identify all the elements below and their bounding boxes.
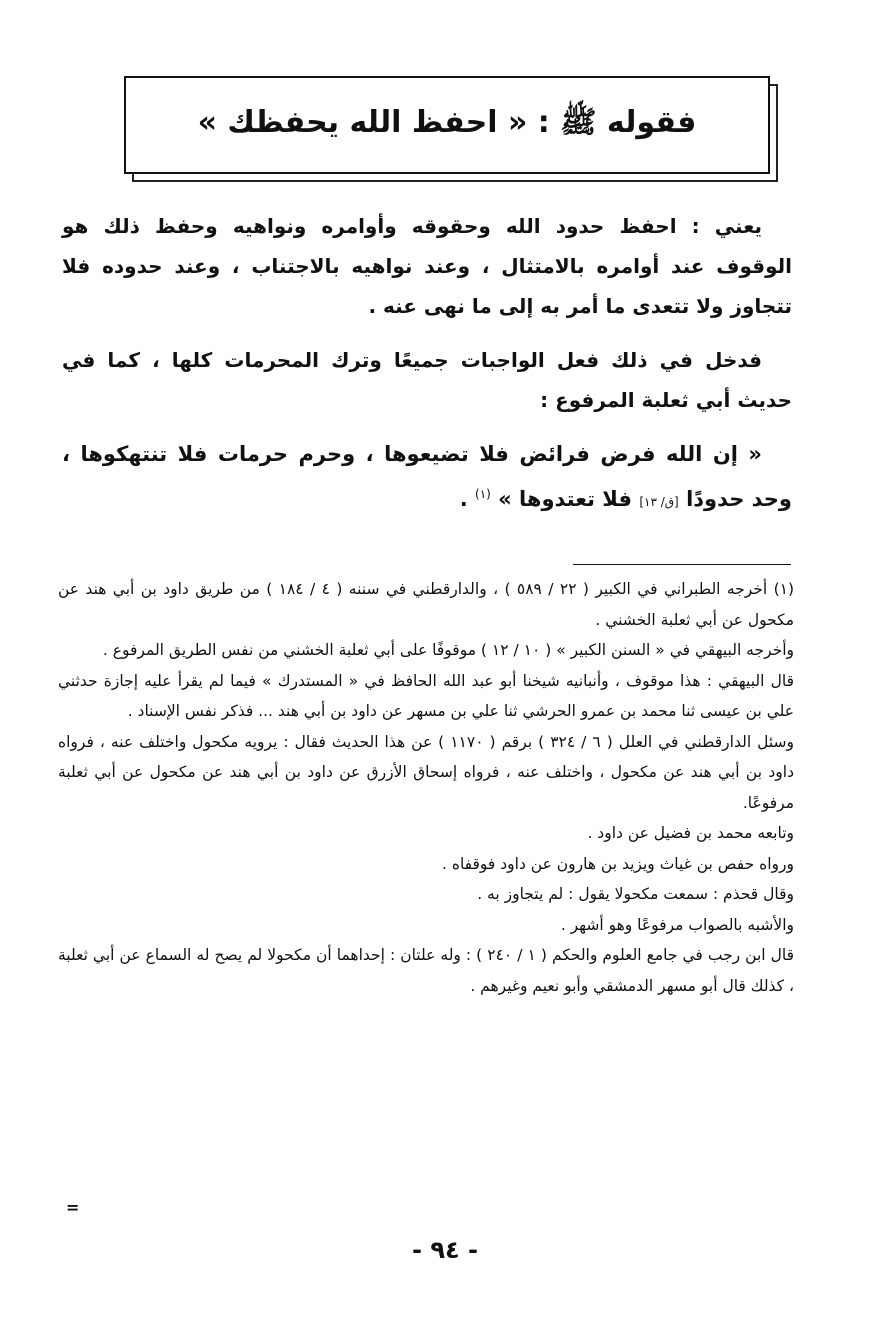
- manuscript-page-ref: [ق/ ١٣]: [639, 495, 679, 509]
- page-number: - ٩٤ -: [412, 1236, 478, 1264]
- section-title: فقوله ﷺ : « احفظ الله يحفظك »: [197, 104, 697, 140]
- footnote-bayhaqi-comment: قال البيهقي : هذا موقوف ، وأنبانيه شيخنا أبو عبد الله الحافظ في « المستدرك » فيما لم يقرأ عليه إجازة حدثني علي بن عيسى ثنا محمد بن عمرو الحرشي ثنا علي بن مسهر عن داود بن أبي هند ... فذكر نفس الإسناد .: [58, 671, 794, 720]
- paragraph-hadith: [62, 434, 792, 522]
- paragraph-hadith-intro: فدخل في ذلك فعل الواجبات جميعًا وترك المحرمات كلها ، كما في حديث أبي ثعلبة المرفوع :: [62, 348, 792, 412]
- footnote-ref: (١): [475, 487, 491, 501]
- main-text: [62, 206, 792, 536]
- footnote-divider: [573, 564, 791, 565]
- footnote-line-ashbah: والأشبه بالصواب مرفوعًا وهو أشهر .: [560, 915, 794, 934]
- title-box: [124, 76, 770, 174]
- footnote-line-qahdham: وقال قحذم : سمعت مكحولا يقول : لم يتجاوز به .: [477, 885, 794, 903]
- continuation-mark: =: [66, 1198, 80, 1217]
- footnotes: [58, 574, 794, 1001]
- footnote-line-hafs: ورواه حفص بن غياث ويزيد بن هارون عن داود فوقفاه .: [441, 854, 794, 873]
- footnote-bayhaqi: وأخرجه البيهقي في « السنن الكبير » ( ١٠ / ١٢ ) موقوفًا على أبي ثعلبة الخشني من نفس الطريق المرفوع .: [102, 641, 794, 659]
- hadith-text-part2: فلا تعتدوها »: [498, 487, 632, 511]
- paragraph-explanation: يعني : احفظ حدود الله وحقوقه وأوامره ونواهيه وحفظ ذلك هو الوقوف عند أوامره بالامتثال ، وعند نواهيه بالاجتناب ، وعند حدوده فلا تتجاوز ولا تتعدى ما أمر به إلى ما نهى عنه .: [62, 214, 792, 318]
- hadith-text-part1: « إن الله فرض فرائض فلا تضيعوها ، وحرم حرمات فلا تنتهكوها ، وحد حدودًا: [62, 442, 792, 511]
- footnote-line-tabaahu: وتابعه محمد بن فضيل عن داود .: [587, 824, 794, 842]
- title-frame: [124, 76, 774, 178]
- footnote-1: (١) أخرجه الطبراني في الكبير ( ٢٢ / ٥٨٩ ) ، والدارقطني في سننه ( ٤ / ١٨٤ ) من طريق داود بن أبي هند عن مكحول عن أبي ثعلبة الخشني .: [58, 580, 795, 629]
- footnote-ibn-rajab: قال ابن رجب في جامع العلوم والحكم ( ١ / ٢٤٠ ) : وله علتان : إحداهما أن مكحولا لم يصح له السماع عن أبي ثعلبة ، كذلك قال أبو مسهر الدمشقي وأبو نعيم وغيرهم .: [58, 946, 795, 995]
- hadith-end: .: [459, 487, 476, 511]
- footnote-daraqutni-ilal: وسئل الدارقطني في العلل ( ٦ / ٣٢٤ ) برقم ( ١١٧٠ ) عن هذا الحديث فقال : يرويه مكحول واختلف عنه ، فرواه داود بن أبي هند عن مكحول ، واختلف عنه ، فرواه إسحاق الأزرق عن داود بن أبي هند عن مكحول عن أبي ثعلبة مرفوعًا.: [58, 732, 795, 812]
